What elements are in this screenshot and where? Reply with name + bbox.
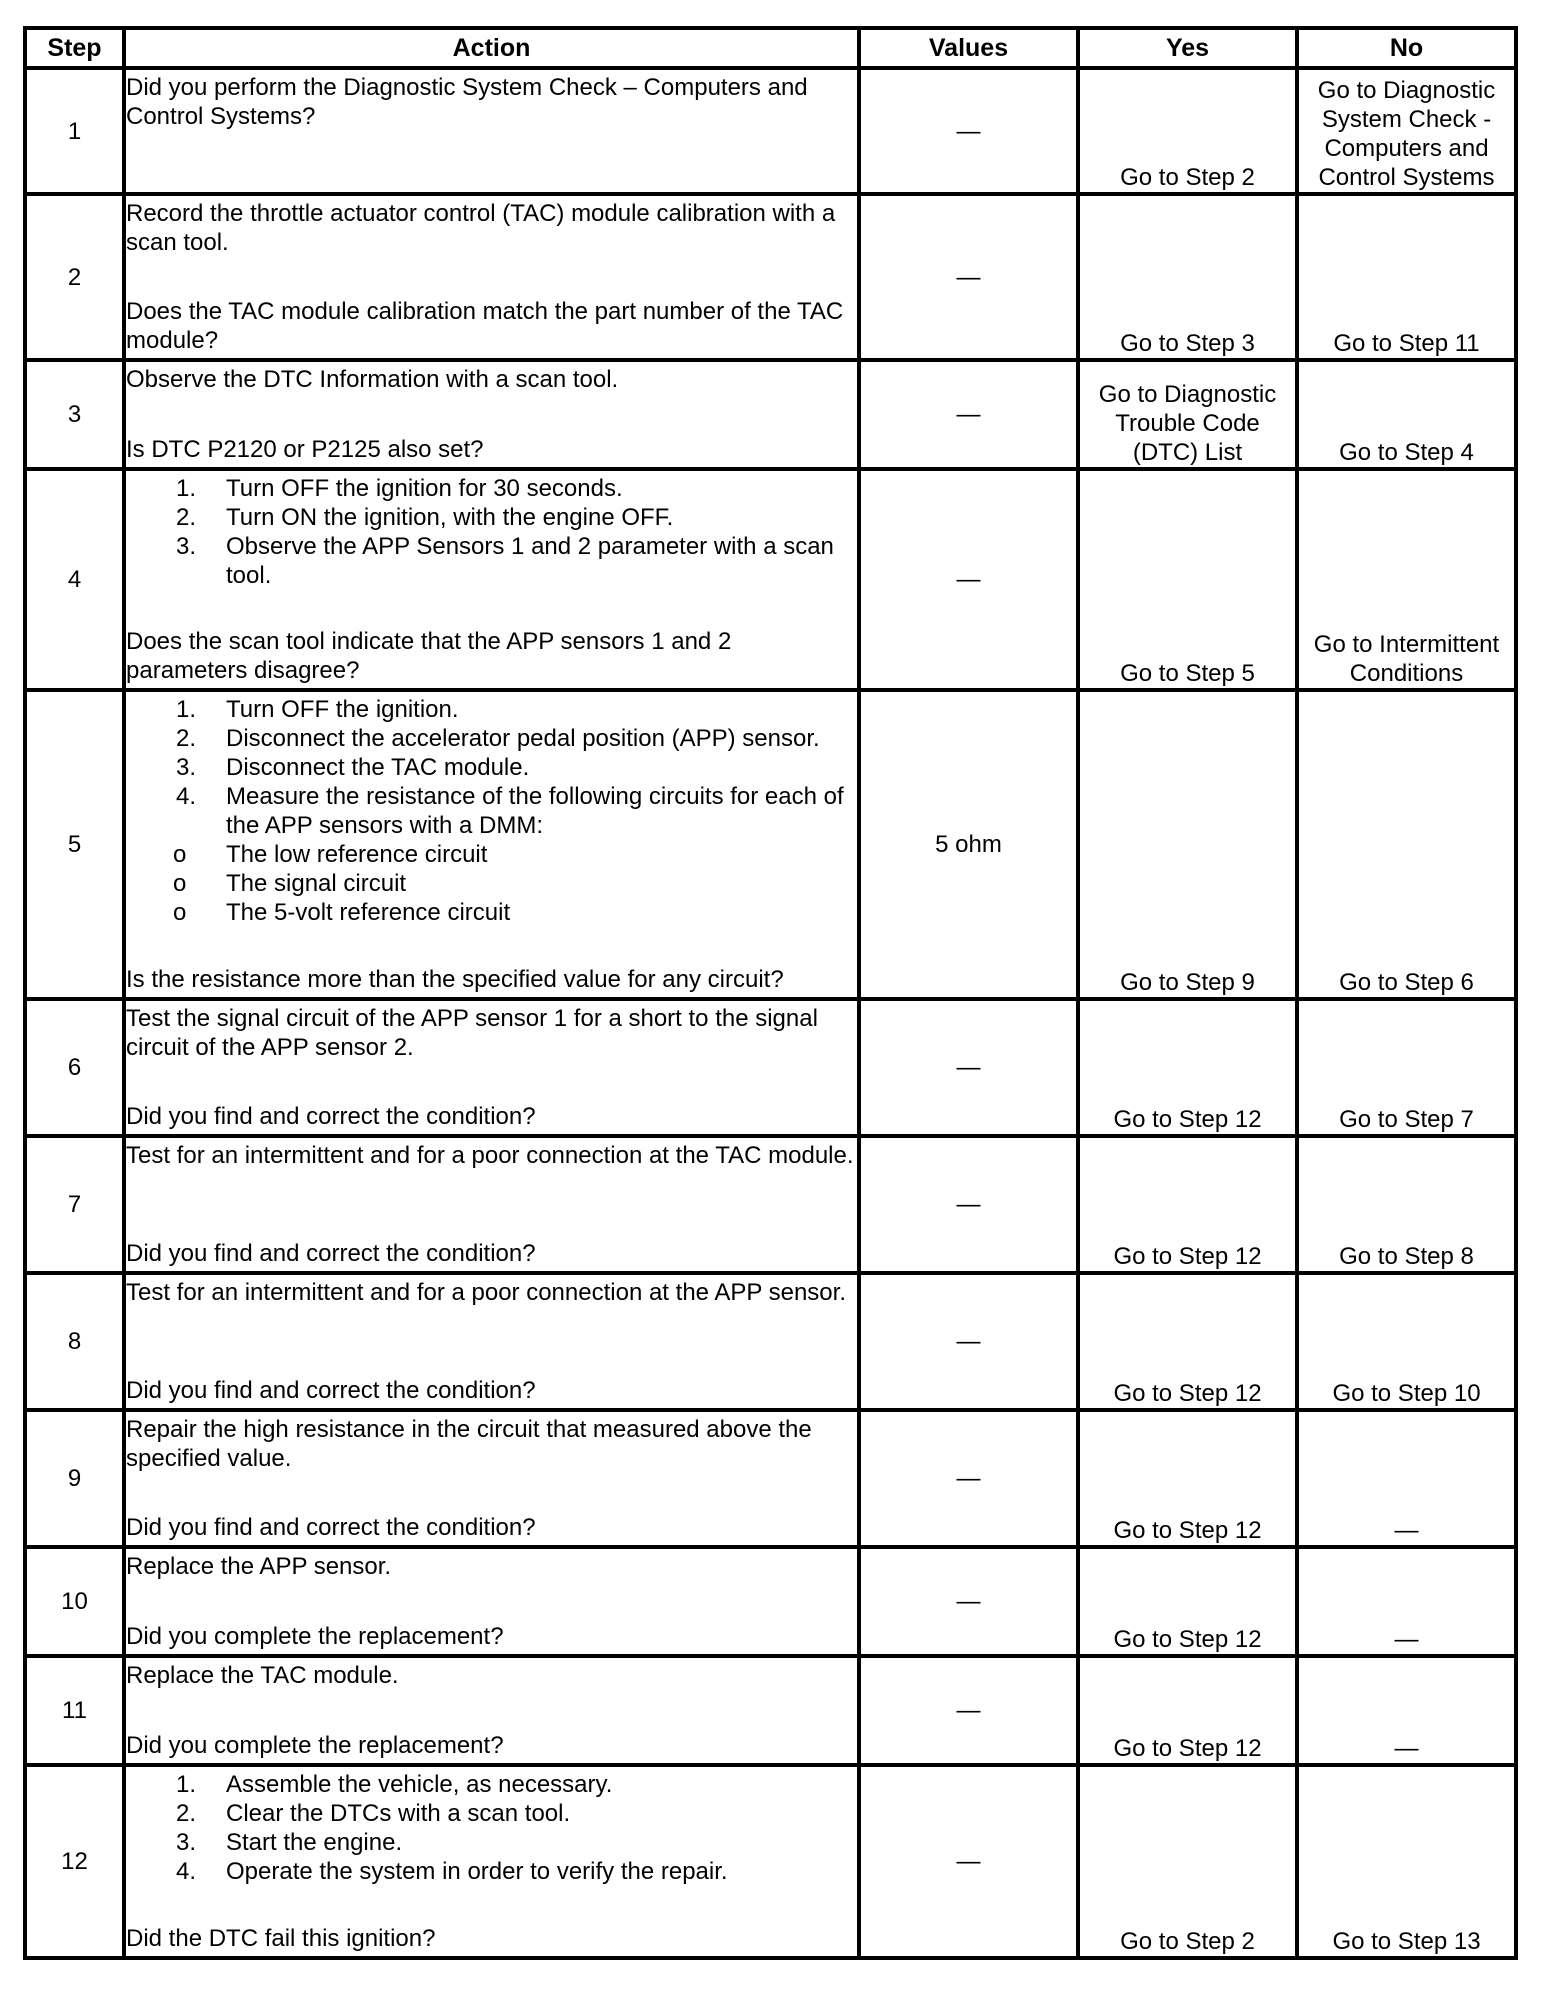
- action-cell: [124, 1547, 859, 1656]
- action-step-number: 3.: [176, 533, 197, 560]
- table-row: [25, 1136, 1516, 1273]
- action-instructions: [126, 365, 857, 394]
- values-cell: —: [859, 194, 1078, 360]
- action-sub-text: The 5-volt reference circuit: [226, 899, 511, 926]
- action-question: Does the TAC module calibration match the part number of the TAC module?: [126, 298, 844, 354]
- action-step-text: Assemble the vehicle, as necessary.: [226, 1771, 613, 1798]
- action-cell: [124, 68, 859, 194]
- action-sub-item: [126, 898, 857, 927]
- yes-cell: Go to Step 3: [1078, 194, 1297, 360]
- action-text: Observe the DTC Information with a scan tool.: [126, 366, 619, 393]
- action-step-number: 4.: [176, 783, 197, 810]
- action-content: [126, 1767, 857, 1956]
- action-step-item: [126, 1828, 857, 1857]
- action-cell: [124, 469, 859, 690]
- action-cell: [124, 999, 859, 1136]
- action-cell: [124, 194, 859, 360]
- action-instructions: [126, 1415, 857, 1473]
- action-content: [126, 1138, 857, 1271]
- header-step: Step: [25, 28, 124, 68]
- action-step-list: [126, 1770, 857, 1886]
- action-text: Test the signal circuit of the APP sensor 1 for a short to the signal circuit of the APP sensor 2.: [126, 1005, 818, 1061]
- action-cell: [124, 360, 859, 469]
- bullet-marker: o: [173, 899, 187, 926]
- yes-cell: Go to Step 12: [1078, 1273, 1297, 1410]
- action-content: [126, 362, 857, 467]
- action-step-item: [126, 1770, 857, 1799]
- action-step-number: 1.: [176, 1771, 197, 1798]
- action-step-number: 4.: [176, 1858, 197, 1885]
- table-row: [25, 1273, 1516, 1410]
- no-cell: Go to Step 8: [1297, 1136, 1516, 1273]
- yes-cell: Go to Step 12: [1078, 1136, 1297, 1273]
- action-step-text: Turn OFF the ignition.: [226, 696, 459, 723]
- values-cell: —: [859, 1136, 1078, 1273]
- action-cell: [124, 1765, 859, 1958]
- no-cell: Go to Step 4: [1297, 360, 1516, 469]
- action-step-list: [126, 474, 857, 590]
- values-cell: —: [859, 1410, 1078, 1547]
- table-row: [25, 690, 1516, 999]
- action-content: [126, 1001, 857, 1134]
- values-cell: —: [859, 360, 1078, 469]
- action-step-text: Turn OFF the ignition for 30 seconds.: [226, 475, 623, 502]
- action-instructions: [126, 1770, 857, 1886]
- action-instructions: [126, 1552, 857, 1581]
- yes-cell: Go to Step 12: [1078, 1656, 1297, 1765]
- action-question: Did you find and correct the condition?: [126, 1103, 536, 1130]
- table-row: [25, 68, 1516, 194]
- step-cell: 12: [25, 1765, 124, 1958]
- diagnostic-table: [23, 26, 1518, 1960]
- action-step-text: Disconnect the TAC module.: [226, 754, 530, 781]
- action-question: Did you find and correct the condition?: [126, 1514, 536, 1541]
- action-step-number: 1.: [176, 475, 197, 502]
- action-step-item: [126, 782, 857, 840]
- action-question: Is the resistance more than the specified value for any circuit?: [126, 966, 784, 993]
- action-question: Is DTC P2120 or P2125 also set?: [126, 436, 484, 463]
- action-question: Did you complete the replacement?: [126, 1732, 504, 1759]
- action-instructions: [126, 199, 857, 257]
- action-text: Replace the APP sensor.: [126, 1553, 392, 1580]
- action-question: Did you find and correct the condition?: [126, 1377, 536, 1404]
- step-cell: 5: [25, 690, 124, 999]
- action-content: [126, 70, 857, 192]
- action-step-item: [126, 1857, 857, 1886]
- values-cell: 5 ohm: [859, 690, 1078, 999]
- header-values: Values: [859, 28, 1078, 68]
- table-row: [25, 469, 1516, 690]
- action-question: Does the scan tool indicate that the APP sensors 1 and 2 parameters disagree?: [126, 628, 732, 684]
- step-cell: 10: [25, 1547, 124, 1656]
- values-cell: —: [859, 1656, 1078, 1765]
- action-sub-text: The signal circuit: [226, 870, 407, 897]
- no-cell: —: [1297, 1547, 1516, 1656]
- action-content: [126, 1275, 857, 1408]
- no-cell: Go to Step 13: [1297, 1765, 1516, 1958]
- table-row: [25, 1410, 1516, 1547]
- action-step-text: Observe the APP Sensors 1 and 2 parameter with a scan tool.: [226, 533, 834, 589]
- action-step-list: [126, 695, 857, 840]
- yes-cell: Go to Step 12: [1078, 1547, 1297, 1656]
- step-cell: 9: [25, 1410, 124, 1547]
- yes-cell: Go to Step 2: [1078, 68, 1297, 194]
- step-cell: 3: [25, 360, 124, 469]
- header-row: [25, 28, 1516, 68]
- action-step-number: 2.: [176, 1800, 197, 1827]
- table-row: [25, 1547, 1516, 1656]
- no-cell: Go to Step 7: [1297, 999, 1516, 1136]
- action-cell: [124, 1136, 859, 1273]
- no-cell: Go to Diagnostic System Check - Computers and Control Systems: [1297, 68, 1516, 194]
- no-cell: Go to Step 11: [1297, 194, 1516, 360]
- action-sub-item: [126, 840, 857, 869]
- action-content: [126, 692, 857, 997]
- table-row: [25, 194, 1516, 360]
- action-content: [126, 1412, 857, 1545]
- bullet-marker: o: [173, 870, 187, 897]
- header-no: No: [1297, 28, 1516, 68]
- action-step-number: 1.: [176, 696, 197, 723]
- action-sub-text: The low reference circuit: [226, 841, 488, 868]
- action-step-text: Start the engine.: [226, 1829, 403, 1856]
- table-body: [25, 68, 1516, 1958]
- action-step-number: 3.: [176, 754, 197, 781]
- action-cell: [124, 1656, 859, 1765]
- action-instructions: [126, 1141, 857, 1170]
- action-step-number: 2.: [176, 725, 197, 752]
- no-cell: Go to Step 10: [1297, 1273, 1516, 1410]
- no-cell: —: [1297, 1656, 1516, 1765]
- yes-cell: Go to Step 12: [1078, 999, 1297, 1136]
- no-cell: Go to Intermittent Conditions: [1297, 469, 1516, 690]
- action-text: Test for an intermittent and for a poor connection at the APP sensor.: [126, 1279, 846, 1306]
- no-cell: Go to Step 6: [1297, 690, 1516, 999]
- action-text: Repair the high resistance in the circuit that measured above the specified value.: [126, 1416, 812, 1472]
- values-cell: —: [859, 469, 1078, 690]
- step-cell: 4: [25, 469, 124, 690]
- action-step-item: [126, 474, 857, 503]
- action-question: Did you find and correct the condition?: [126, 1240, 536, 1267]
- step-cell: 6: [25, 999, 124, 1136]
- yes-cell: Go to Diagnostic Trouble Code (DTC) List: [1078, 360, 1297, 469]
- action-sub-list: [126, 840, 857, 927]
- no-cell: —: [1297, 1410, 1516, 1547]
- action-content: [126, 1549, 857, 1654]
- bullet-marker: o: [173, 841, 187, 868]
- action-step-number: 2.: [176, 504, 197, 531]
- action-step-text: Turn ON the ignition, with the engine OFF.: [226, 504, 674, 531]
- action-step-text: Disconnect the accelerator pedal position (APP) sensor.: [226, 725, 820, 752]
- yes-cell: Go to Step 12: [1078, 1410, 1297, 1547]
- yes-cell: Go to Step 9: [1078, 690, 1297, 999]
- header-action: Action: [124, 28, 859, 68]
- values-cell: —: [859, 1273, 1078, 1410]
- step-cell: 7: [25, 1136, 124, 1273]
- action-step-item: [126, 695, 857, 724]
- header-yes: Yes: [1078, 28, 1297, 68]
- action-step-number: 3.: [176, 1829, 197, 1856]
- action-instructions: [126, 73, 857, 131]
- action-step-item: [126, 532, 857, 590]
- action-instructions: [126, 1278, 857, 1307]
- action-text: Replace the TAC module.: [126, 1662, 399, 1689]
- action-cell: [124, 690, 859, 999]
- yes-cell: Go to Step 2: [1078, 1765, 1297, 1958]
- values-cell: —: [859, 68, 1078, 194]
- action-step-text: Operate the system in order to verify the repair.: [226, 1858, 728, 1885]
- action-instructions: [126, 1661, 857, 1690]
- action-step-item: [126, 503, 857, 532]
- action-text: Record the throttle actuator control (TAC) module calibration with a scan tool.: [126, 200, 836, 256]
- action-cell: [124, 1273, 859, 1410]
- action-instructions: [126, 695, 857, 927]
- table-row: [25, 1656, 1516, 1765]
- values-cell: —: [859, 1547, 1078, 1656]
- action-content: [126, 471, 857, 688]
- action-instructions: [126, 474, 857, 590]
- action-step-item: [126, 753, 857, 782]
- step-cell: 1: [25, 68, 124, 194]
- action-text: Test for an intermittent and for a poor connection at the TAC module.: [126, 1142, 854, 1169]
- action-question: Did you complete the replacement?: [126, 1623, 504, 1650]
- action-content: [126, 1658, 857, 1763]
- action-step-item: [126, 1799, 857, 1828]
- action-question: Did the DTC fail this ignition?: [126, 1925, 436, 1952]
- values-cell: —: [859, 999, 1078, 1136]
- action-step-item: [126, 724, 857, 753]
- step-cell: 8: [25, 1273, 124, 1410]
- values-cell: —: [859, 1765, 1078, 1958]
- table-row: [25, 360, 1516, 469]
- action-content: [126, 196, 857, 358]
- table-row: [25, 999, 1516, 1136]
- step-cell: 11: [25, 1656, 124, 1765]
- action-step-text: Clear the DTCs with a scan tool.: [226, 1800, 571, 1827]
- yes-cell: Go to Step 5: [1078, 469, 1297, 690]
- action-step-text: Measure the resistance of the following circuits for each of the APP sensors with a DMM:: [226, 783, 844, 839]
- action-text: Did you perform the Diagnostic System Check – Computers and Control Systems?: [126, 74, 808, 130]
- action-instructions: [126, 1004, 857, 1062]
- table-row: [25, 1765, 1516, 1958]
- action-sub-item: [126, 869, 857, 898]
- step-cell: 2: [25, 194, 124, 360]
- action-cell: [124, 1410, 859, 1547]
